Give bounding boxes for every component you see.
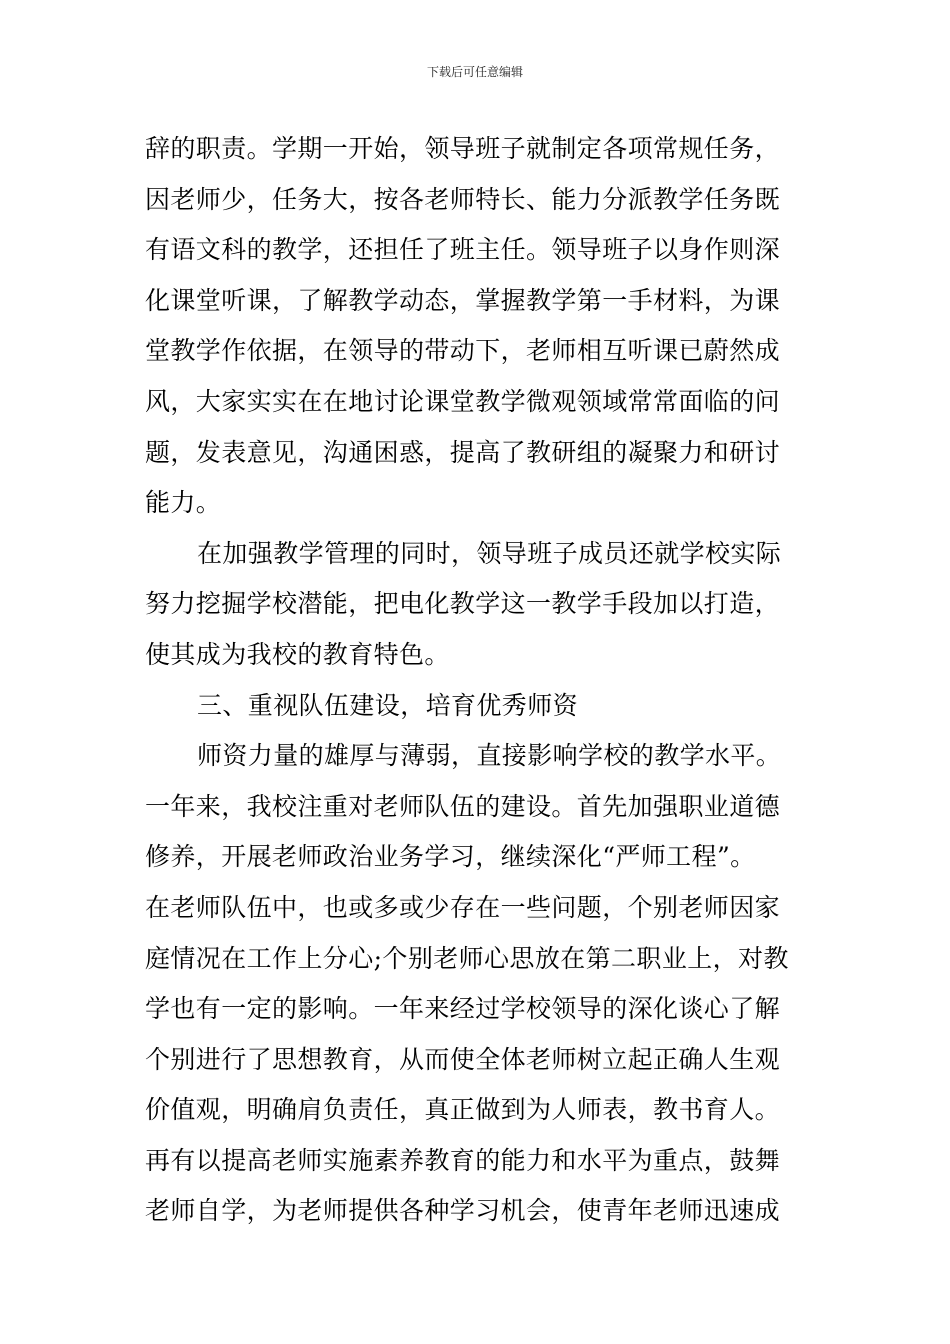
text-line: 一年来，我校注重对老师队伍的建设。首先加强职业道德	[145, 791, 781, 821]
paragraph-start-line: 师资力量的雄厚与薄弱，直接影响学校的教学水平。	[197, 741, 782, 771]
text-line: 能力。	[145, 488, 222, 518]
text-line: 庭情况在工作上分心;个别老师心思放在第二职业上，对教	[145, 943, 789, 973]
text-line: 使其成为我校的教育特色。	[145, 639, 450, 669]
text-line: 在老师队伍中，也或多或少存在一些问题，个别老师因家	[145, 892, 781, 922]
text-line: 有语文科的教学，还担任了班主任。领导班子以身作则深	[145, 235, 781, 265]
text-line: 题，发表意见，沟通困惑，提高了教研组的凝聚力和研讨	[145, 437, 781, 467]
text-line: 老师自学，为老师提供各种学习机会，使青年老师迅速成	[145, 1196, 781, 1226]
text-line: 辞的职责。学期一开始，领导班子就制定各项常规任务，	[145, 134, 781, 163]
text-line: 堂教学作依据，在领导的带动下，老师相互听课已蔚然成	[145, 336, 781, 366]
text-line: 再有以提高老师实施素养教育的能力和水平为重点，鼓舞	[145, 1145, 781, 1175]
text-line: 学也有一定的影响。一年来经过学校领导的深化谈心了解	[145, 994, 781, 1024]
text-line: 价值观，明确肩负责任，真正做到为人师表，教书育人。	[145, 1095, 781, 1125]
text-line: 因老师少，任务大，按各老师特长、能力分派教学任务既	[145, 184, 781, 214]
document-body	[145, 124, 810, 1237]
paragraph-start-line: 在加强教学管理的同时，领导班子成员还就学校实际	[197, 538, 782, 568]
page-header: 下载后可任意编辑	[426, 65, 523, 79]
text-line: 风，大家实实在在地讨论课堂教学微观领域常常面临的问	[145, 386, 781, 416]
text-line: 修养，开展老师政治业务学习，继续深化“严师工程”。	[145, 842, 756, 872]
text-line: 个别进行了思想教育，从而使全体老师树立起正确人生观	[145, 1044, 781, 1074]
text-line: 努力挖掘学校潜能，把电化教学这一教学手段加以打造，	[145, 589, 781, 619]
section-heading: 三、重视队伍建设，培育优秀师资	[197, 690, 579, 720]
text-line: 化课堂听课，了解教学动态，掌握教学第一手材料，为课	[145, 285, 781, 315]
